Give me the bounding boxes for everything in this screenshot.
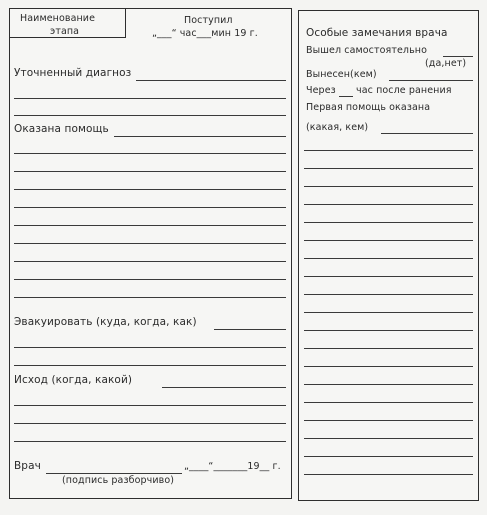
notes-field-line[interactable] bbox=[304, 222, 473, 223]
notes-field-line[interactable] bbox=[304, 384, 473, 385]
notes-field-line[interactable] bbox=[304, 276, 473, 277]
notes-field-line[interactable] bbox=[304, 168, 473, 169]
aid-field-line[interactable] bbox=[14, 207, 286, 208]
aid-given-label: Оказана помощь bbox=[14, 123, 109, 135]
after-hours-label-post: час после ранения bbox=[356, 85, 452, 96]
notes-field-line[interactable] bbox=[304, 258, 473, 259]
aid-field-line[interactable] bbox=[114, 136, 286, 137]
diagnosis-field-line[interactable] bbox=[136, 80, 286, 81]
aid-field-line[interactable] bbox=[14, 297, 286, 298]
stage-name-label-2: этапа bbox=[50, 26, 80, 37]
by-whom-label: (какая, кем) bbox=[306, 122, 369, 133]
carried-label: Вынесен(кем) bbox=[306, 69, 377, 80]
arrived-label: Поступил bbox=[184, 15, 233, 26]
aid-field-line[interactable] bbox=[14, 189, 286, 190]
notes-field-line[interactable] bbox=[304, 204, 473, 205]
aid-field-line[interactable] bbox=[14, 261, 286, 262]
aid-field-line[interactable] bbox=[14, 153, 286, 154]
yes-no-hint: (да,нет) bbox=[425, 58, 467, 69]
after-hours-label-pre: Через bbox=[306, 85, 336, 96]
outcome-field-line[interactable] bbox=[14, 405, 286, 406]
notes-title: Особые замечания врача bbox=[306, 27, 448, 39]
doctor-date-field[interactable]: „____“_______19__ г. bbox=[184, 461, 281, 472]
notes-field-line[interactable] bbox=[304, 438, 473, 439]
evacuate-field-line[interactable] bbox=[214, 329, 286, 330]
stage-name-label: Наименование bbox=[20, 13, 96, 24]
outcome-label: Исход (когда, какой) bbox=[14, 374, 133, 386]
stage-record-panel bbox=[9, 8, 292, 499]
evacuate-label: Эвакуировать (куда, когда, как) bbox=[14, 316, 197, 328]
outcome-field-line[interactable] bbox=[162, 387, 286, 388]
walked-out-field-line[interactable] bbox=[443, 56, 473, 57]
notes-field-line[interactable] bbox=[304, 312, 473, 313]
carried-field-line[interactable] bbox=[389, 80, 473, 81]
aid-field-line[interactable] bbox=[14, 225, 286, 226]
notes-field-line[interactable] bbox=[304, 330, 473, 331]
evacuate-field-line[interactable] bbox=[14, 365, 286, 366]
notes-field-line[interactable] bbox=[304, 348, 473, 349]
aid-field-line[interactable] bbox=[14, 171, 286, 172]
notes-field-line[interactable] bbox=[304, 474, 473, 475]
arrived-time-field[interactable]: „___“ час___мин 19 г. bbox=[152, 28, 258, 39]
aid-field-line[interactable] bbox=[14, 243, 286, 244]
stage-name-box bbox=[10, 9, 126, 38]
notes-field-line[interactable] bbox=[304, 402, 473, 403]
signature-hint: (подпись разборчиво) bbox=[62, 475, 175, 486]
notes-field-line[interactable] bbox=[304, 150, 473, 151]
doctor-notes-panel bbox=[298, 10, 479, 501]
notes-field-line[interactable] bbox=[304, 186, 473, 187]
notes-field-line[interactable] bbox=[304, 420, 473, 421]
notes-field-line[interactable] bbox=[304, 240, 473, 241]
diagnosis-field-line[interactable] bbox=[14, 115, 286, 116]
notes-field-line[interactable] bbox=[304, 456, 473, 457]
walked-out-label: Вышел самостоятельно bbox=[306, 45, 428, 56]
after-hours-field-line[interactable] bbox=[339, 96, 353, 97]
diagnosis-label: Уточненный диагноз bbox=[14, 67, 132, 79]
doctor-signature-line[interactable] bbox=[46, 473, 182, 474]
diagnosis-field-line[interactable] bbox=[14, 98, 286, 99]
outcome-field-line[interactable] bbox=[14, 441, 286, 442]
doctor-label: Врач bbox=[14, 460, 41, 472]
outcome-field-line[interactable] bbox=[14, 423, 286, 424]
notes-field-line[interactable] bbox=[304, 294, 473, 295]
notes-field-line[interactable] bbox=[381, 133, 473, 134]
aid-field-line[interactable] bbox=[14, 279, 286, 280]
notes-field-line[interactable] bbox=[304, 366, 473, 367]
evacuate-field-line[interactable] bbox=[14, 347, 286, 348]
first-aid-label: Первая помощь оказана bbox=[306, 102, 431, 113]
